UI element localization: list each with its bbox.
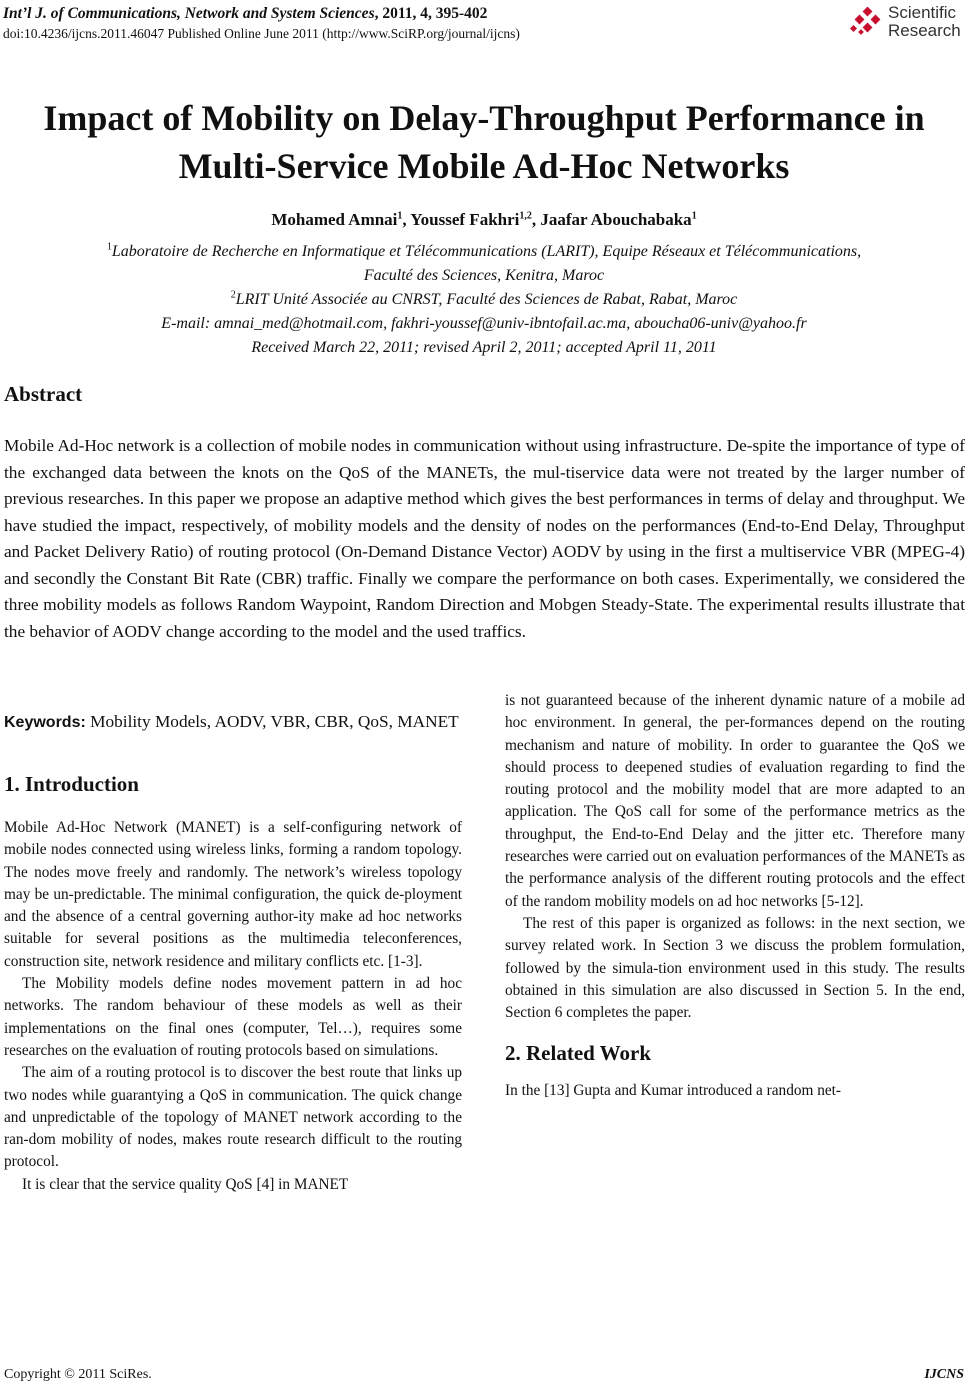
- author-3-affil: 1: [691, 210, 697, 222]
- right-column: [505, 690, 965, 1103]
- left-column: [4, 769, 462, 1196]
- abstract-text: Mobile Ad-Hoc network is a collection of mobile nodes in communication without using infrastructure. De-spite the importance of type of the exchanged data between the knots on the QoS of the MANETs, the mul-tiservice data were not treated by the larger number of previous researches. In this paper we propose an adaptive method which gives the best performances in terms of delay and throughput. We have studied the impact, respectively, of mobility models and the density of nodes on the performances (End-to-End Delay, Throughput and Packet Delivery Ratio) of routing protocol (On-Demand Distance Vector) AODV by using in the first a multiservice VBR (MPEG-4) and secondly the Constant Bit Rate (CBR) traffic. Finally we compare the performance on both cases. Experimentally, we considered the three mobility models as follows Random Waypoint, Random Direction and Mobgen Steady-State. The experimental results illustrate that the behavior of AODV change according to the model and the used traffics.: [4, 436, 965, 641]
- paragraph: is not guaranteed because of the inherent dynamic nature of a mobile ad hoc environment. In general, the per-formances depend on the routing mechanism and nature of mobility. In order to guarantee the QoS we should process to deepened studies of evaluation regarding to find the routing protocol and the mobility model that are more adapted to an application. The QoS call for some of the performance metrics as the throughput, the End-to-End Delay and the jitter etc. Therefore many researches were carried out on evaluation performances of the MANETs as the performance analysis of the different routing protocols and the effect of the random mobility models on ad hoc networks [5-12].: [505, 692, 965, 910]
- journal-abbreviation: IJCNS: [924, 1367, 964, 1382]
- logo-text-line1: Scientific: [888, 3, 957, 22]
- doi-line: doi:10.4236/ijcns.2011.46047 Published Online June 2011 (http://www.SciRP.org/journal/ijcns): [3, 26, 520, 41]
- affil-2: LRIT Unité Associée au CNRST, Faculté des Sciences de Rabat, Rabat, Maroc: [235, 291, 738, 308]
- paragraph: In the [13] Gupta and Kumar introduced a random net-: [505, 1082, 841, 1100]
- logo-text-line2: Research: [888, 21, 961, 40]
- publisher-logo: [850, 4, 961, 40]
- received-dates: Received March 22, 2011; revised April 2, 2011; accepted April 11, 2011: [251, 339, 717, 356]
- journal-header: [3, 4, 520, 44]
- author-3: , Jaafar Abouchabaka: [531, 210, 692, 229]
- author-2-affil: 1,2: [519, 210, 532, 222]
- journal-issue: , 2011, 4, 395-402: [374, 5, 488, 22]
- affil-1-line-1: Laboratoire de Recherche en Informatique et Télécommunications (LARIT), Equipe Réseaux et Télécommunications,: [111, 243, 862, 260]
- section-1-heading: 1. Introduction: [4, 772, 139, 796]
- paragraph: The aim of a routing protocol is to discover the best route that links up two nodes while guarantying a QoS in communication. The quick change and unpredictable of the topology of MANET network according to the ran-dom mobility of nodes, makes route research difficult to the routing protocol.: [4, 1064, 462, 1171]
- title-line-1: Impact of Mobility on Delay-Throughput Performance in: [43, 98, 925, 138]
- author-1-affil: 1: [397, 210, 403, 222]
- section-2-heading: 2. Related Work: [505, 1041, 652, 1066]
- copyright: Copyright © 2011 SciRes.: [4, 1367, 152, 1382]
- page-footer: [4, 1367, 964, 1383]
- affil-1-line-2: Faculté des Sciences, Kenitra, Maroc: [363, 267, 605, 284]
- email-line: E-mail: amnai_med@hotmail.com, fakhri-youssef@univ-ibntofail.ac.ma, aboucha06-univ@yahoo.fr: [161, 315, 807, 332]
- affil-1-marker: 1: [106, 241, 112, 253]
- paragraph: It is clear that the service quality QoS [4] in MANET: [22, 1175, 349, 1193]
- author-1: Mohamed Amnai: [271, 210, 398, 229]
- abstract-heading: Abstract: [4, 382, 83, 406]
- paragraph: The rest of this paper is organized as follows: in the next section, we survey related work. In Section 3 we discuss the problem formulation, followed by the simula-tion environment used in this study. The results obtained in this simulation are also discussed in Section 5. In the end, Section 6 completes the paper.: [505, 914, 965, 1022]
- affil-2-marker: 2: [230, 289, 236, 301]
- title-line-2: Multi-Service Mobile Ad-Hoc Networks: [178, 146, 790, 186]
- keywords: [4, 712, 459, 732]
- paper-title: [0, 94, 968, 190]
- keywords-list: Mobility Models, AODV, VBR, CBR, QoS, MANET: [90, 712, 459, 731]
- paragraph: Mobile Ad-Hoc Network (MANET) is a self-configuring network of mobile nodes connected using wireless links, forming a random topology. The nodes move freely and randomly. The network’s wireless topology may be un-predictable. The minimal configuration, the quick de-ployment and the absence of a central governing author-ity make ad hoc networks suitable for several positions as the multimedia teleconferences, construction site, network residence and military conflicts etc. [1-3].: [4, 819, 462, 970]
- keywords-label: Keywords:: [4, 714, 86, 731]
- paragraph: The Mobility models define nodes movement pattern in ad hoc networks. The random behaviour of these models as well as their implementations on the final ones (computer, Tel…), requires some researches on the evaluation of routing protocols based on simulations.: [4, 975, 462, 1059]
- affiliations: [0, 240, 968, 360]
- scientific-research-logo-icon: [850, 7, 884, 37]
- author-2: , Youssef Fakhri: [402, 210, 520, 229]
- author-list: [0, 210, 968, 230]
- journal-name: Int’l J. of Communications, Network and System Sciences: [3, 5, 375, 22]
